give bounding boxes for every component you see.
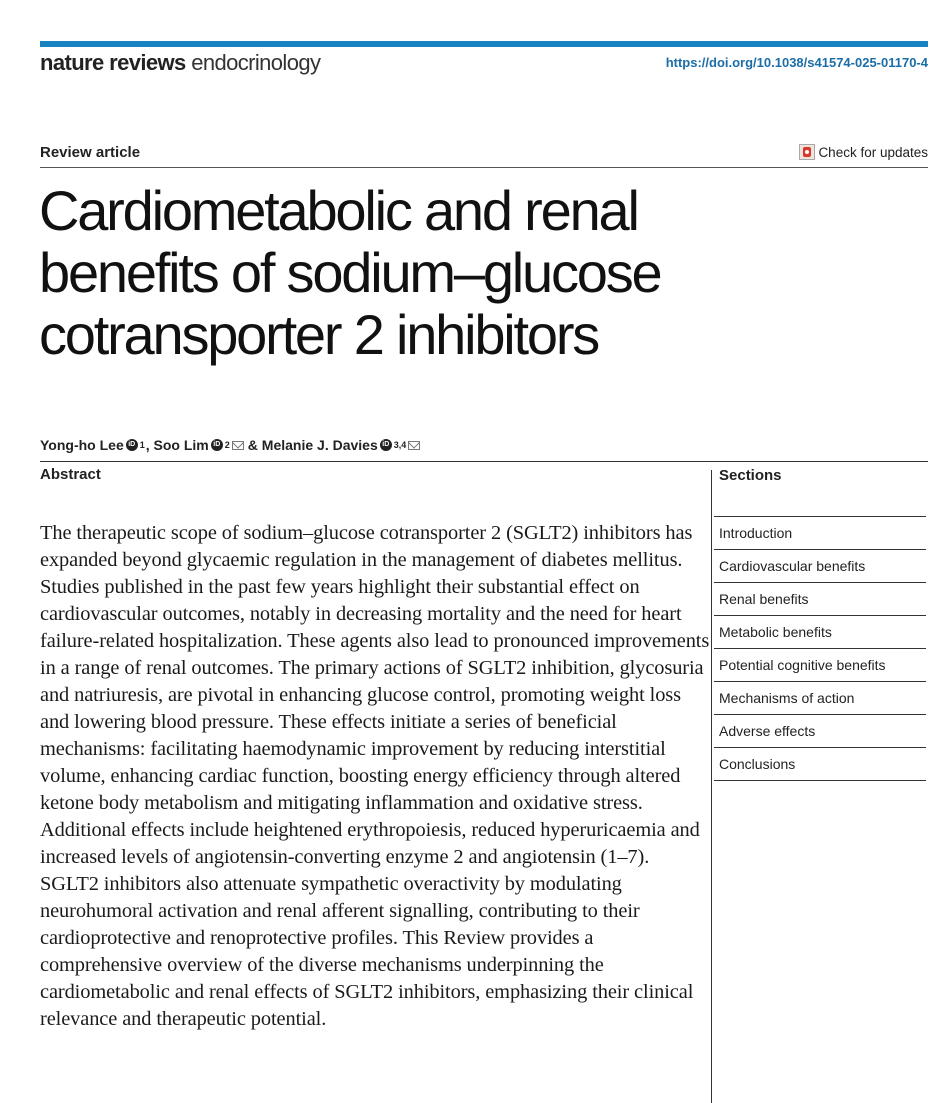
- journal-name-bold: nature reviews: [40, 50, 186, 75]
- journal-accent-bar: [40, 41, 928, 47]
- article-title: Cardiometabolic and renal benefits of sodium–glucose cotransporter 2 inhibitors: [39, 179, 661, 366]
- check-for-updates-button[interactable]: [799, 144, 928, 160]
- author-separator: ,: [145, 437, 150, 453]
- section-link-introduction[interactable]: Introduction: [714, 517, 926, 550]
- orcid-icon[interactable]: iD: [126, 439, 138, 451]
- section-link-renal-benefits[interactable]: Renal benefits: [714, 583, 926, 616]
- author-name[interactable]: Melanie J. Davies: [261, 437, 378, 453]
- crossmark-icon: [799, 144, 815, 160]
- journal-logo[interactable]: [40, 50, 320, 76]
- section-link-conclusions[interactable]: Conclusions: [714, 748, 926, 781]
- email-icon[interactable]: [408, 441, 420, 450]
- orcid-icon[interactable]: iD: [380, 439, 392, 451]
- abstract-heading: Abstract: [40, 466, 101, 483]
- author-name[interactable]: Yong-ho Lee: [40, 437, 124, 453]
- section-link-cardiovascular-benefits[interactable]: Cardiovascular benefits: [714, 550, 926, 583]
- section-link-mechanisms-of-action[interactable]: Mechanisms of action: [714, 682, 926, 715]
- email-icon[interactable]: [232, 441, 244, 450]
- author-name[interactable]: Soo Lim: [153, 437, 209, 453]
- author-separator: &: [247, 437, 258, 453]
- sections-nav: [714, 517, 926, 781]
- header-divider: [40, 167, 928, 168]
- section-link-metabolic-benefits[interactable]: Metabolic benefits: [714, 616, 926, 649]
- orcid-icon[interactable]: iD: [211, 439, 223, 451]
- authors-divider: [40, 461, 928, 462]
- check-for-updates-label: Check for updates: [818, 144, 928, 160]
- sections-heading: Sections: [719, 467, 782, 484]
- doi-link[interactable]: https://doi.org/10.1038/s41574-025-01170-4: [665, 55, 928, 70]
- journal-name-light: endocrinology: [191, 50, 321, 75]
- column-divider: [711, 470, 712, 1103]
- article-type-label: Review article: [40, 144, 141, 161]
- section-link-adverse-effects[interactable]: Adverse effects: [714, 715, 926, 748]
- section-link-cognitive-benefits[interactable]: Potential cognitive benefits: [714, 649, 926, 682]
- abstract-text: The therapeutic scope of sodium–glucose cotransporter 2 (SGLT2) inhibitors has expanded beyond glycaemic regulation in the management of diabetes mellitus. Studies published in the past few years highlight their substantial effect on cardiovascular outcomes, notably in decreasing mortality and the need for heart failure-related hospitalization. These agents also lead to pronounced improvements in a range of renal outcomes. The primary actions of SGLT2 inhibition, glycosuria and natriuresis, are pivotal in enhancing glucose control, promoting weight loss and lowering blood pressure. These effects initiate a series of beneficial mechanisms: facilitating haemodynamic improvement by reducing interstitial volume, enhancing cardiac function, boosting energy efficiency through altered ketone body metabolism and mitigating inflammation and oxidative stress. Additional effects include heightened erythropoiesis, reduced hyperuricaemia and increased levels of angiotensin-converting enzyme 2 and angiotensin (1–7). SGLT2 inhibitors also attenuate sympathetic overactivity by modulating neurohumoral activation and renal afferent signalling, contributing to their cardioprotective and renoprotective profiles. This Review provides a comprehensive overview of the diverse mechanisms underpinning the cardiometabolic and renal effects of SGLT2 inhibitors, emphasizing their clinical relevance and therapeutic potential.: [40, 522, 710, 1030]
- author-list: Yong-ho Lee iD 1 , Soo Lim iD 2 & Melanie J. Davies iD 3,4: [40, 437, 424, 453]
